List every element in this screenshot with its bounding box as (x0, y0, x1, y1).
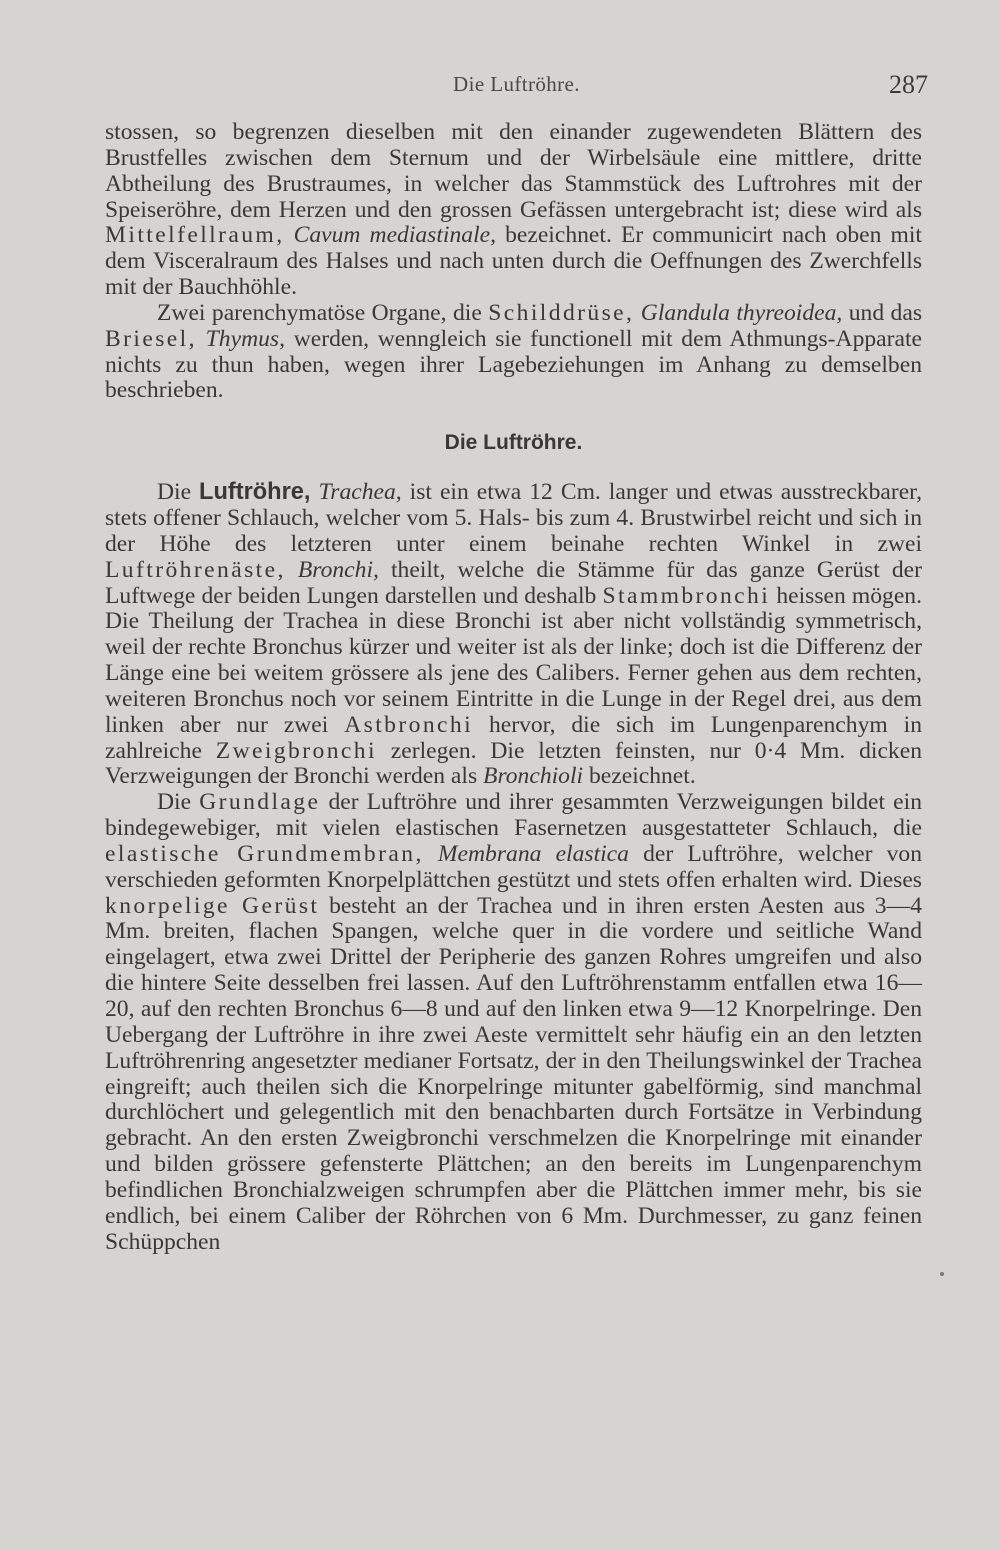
latin-term: Bronchi, (297, 556, 379, 583)
text-run: der Luftröhre und ihrer gesammten Verzweigungen bildet ein bindegewebiger, mit vielen elastischen Fasernetzen ausgestatteter Schlauch, die (105, 789, 923, 842)
text-run: stossen, so begrenzen dieselben mit den einander zugewendeten Blättern des Brustfelles zwischen dem Sternum und der Wirbelsäule eine mittlere, dritte Abtheilung des Brustraumes, in welcher das Stammstück des Luftrohres mit der Speiseröhre, dem Herzen und den grossen Gefässen untergebracht ist; diese wird als (105, 119, 922, 223)
latin-term: Bronchioli (483, 763, 584, 790)
text-run: Zwei parenchymatöse Organe, die (157, 299, 489, 326)
latin-term: Cavum mediastinale, (293, 222, 496, 249)
spaced-term: Luftröhrenäste, (105, 556, 286, 583)
text-run: bezeichnet. (583, 763, 696, 790)
running-title: Die Luftröhre. (453, 72, 580, 96)
spaced-term: Astbronchi (344, 711, 474, 738)
body-text (105, 120, 922, 1255)
spaced-term: Schilddrüse, (488, 299, 635, 326)
text-run: besteht an der Trachea und in ihren ersten Aesten aus 3—4 Mm. breiten, flachen Spangen, welche quer in die vordere und seitliche Wand eingelagert, etwa zwei Drittel der Peripherie des ganzen Rohres umgreifen und also die hintere Seite desselben frei lassen. Auf den Luftröhrenstamm entfallen etwa 16—20, auf den rechten Bronchus 6—8 und auf den linken etwa 9—12 Knorpelringe. Den Uebergang der Luftröhre in ihre zwei Aeste vermittelt sehr häufig ein an den letzten Luftröhrenring angesetzter medianer Fortsatz, der in den Theilungswinkel der Trachea eingreift; auch theilen sich die Knorpelringe mitunter gabelförmig, sind manchmal durchlöchert und gelegentlich mit den benachbarten durch Fortsätze in Verbindung gebracht. An den ersten Zweigbronchi verschmelzen die Knorpelringe mit einander und bilden grössere gefensterte Plättchen; an den bereits im Lungenparenchym befindlichen Bronchialzweigen schrumpfen aber die Plättchen immer mehr, bis sie endlich, bei einem Caliber der Röhrchen von 6 Mm. Durchmesser, zu ganz feinen Schüppchen (105, 892, 922, 1255)
text-run (285, 222, 294, 248)
running-head (105, 70, 928, 104)
latin-term: Trachea, (318, 479, 402, 506)
text-run: heissen mögen. Die Theilung der Trachea in diese Bronchi ist aber nicht vollständig symmetrisch, weil der rechte Bronchus kürzer und weiter ist als der linke; doch ist die Differenz der Länge eine bei weitem grössere als jene des Calibers. Ferner gehen aus dem rechten, weiteren Bronchus noch vor seinem Eintritte in die Lunge in der Regel drei, aus dem linken aber nur zwei (105, 582, 923, 738)
latin-term: Thymus, (205, 325, 285, 352)
paragraph-trachea (105, 480, 922, 790)
text-run: Die (157, 789, 200, 816)
text-run (424, 841, 438, 867)
text-run: bezeichnet. Er communicirt nach oben mit dem Visceralraum des Halses und nach unten durch die Oeffnungen des Zwerchfells mit der Bauchhöhle. (105, 222, 922, 301)
paragraph-cartilage (105, 790, 922, 1255)
text-run: der Luftröhre, welcher von verschieden geformten Knorpelplättchen gestützt und stets offen erhalten wird. Dieses (105, 840, 922, 893)
text-run: ist ein etwa 12 Cm. langer und etwas ausstreckbarer, stets offener Schlauch, welcher vom 5. Hals- bis zum 4. Brustwirbel reicht und sich in der Höhe des letzteren unter einem beinahe rechten Winkel in zwei (105, 479, 922, 557)
text-run: und das (842, 299, 923, 326)
page-number: 287 (889, 70, 928, 99)
paragraph-continued (105, 120, 922, 301)
margin-speck (940, 1272, 944, 1276)
text-run (286, 557, 298, 583)
latin-term: Membrana elastica (437, 840, 629, 867)
text-run: hervor, die sich im Lungenparenchym in zahlreiche (105, 711, 922, 764)
bold-term: Luftröhre, (199, 479, 311, 506)
section-heading: Die Luftröhre. (444, 431, 583, 455)
spaced-term: Mittelfellraum, (105, 222, 285, 249)
spaced-term: Stammbronchi (602, 582, 771, 609)
spaced-term: Briesel, (105, 325, 197, 352)
text-run (197, 326, 206, 352)
spaced-term: knorpelige Gerüst (105, 892, 320, 919)
latin-term: Glandula thyreoidea, (640, 299, 843, 326)
text-run: werden, wenngleich sie functionell mit dem Athmungs-Apparate nichts zu thun haben, wegen ihrer Lagebeziehungen im Anhang zu demselben beschrieben. (105, 325, 922, 404)
text-run: zerlegen. Die letzten feinsten, nur 0·4 Mm. dicken Verzweigungen der Bronchi werden als (105, 737, 922, 790)
spaced-term: Zweigbronchi (215, 737, 377, 764)
spaced-term: elastische Grundmembran, (105, 840, 424, 867)
spaced-term: Grundlage (199, 789, 321, 816)
paragraph-organs (105, 301, 922, 404)
text-run: Die (157, 479, 200, 506)
text-run: theilt, welche die Stämme für das ganze Gerüst der Luftwege der beiden Lungen darstellen und deshalb (105, 556, 922, 609)
